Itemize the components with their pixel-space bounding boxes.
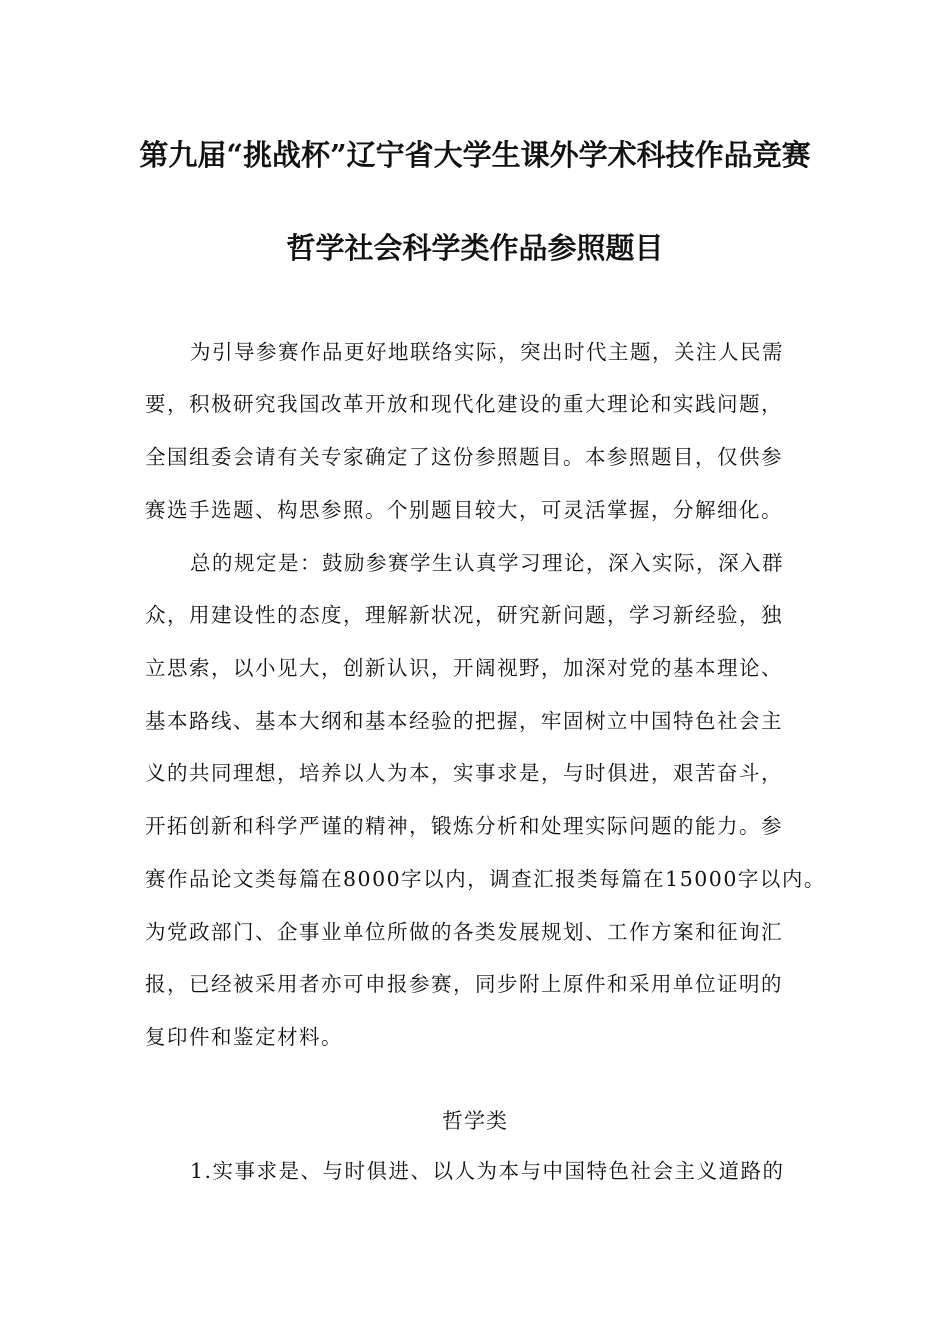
paragraph-1-line-4: 赛选手选题、构思参照。个别题目较大，可灵活掌握，分解细化。 [145, 498, 783, 522]
paragraph-2-line-1: 总的规定是：鼓励参赛学生认真学习理论，深入实际，深入群 [190, 551, 784, 575]
document-title-line-2: 哲学社会科学类作品参照题目 [286, 231, 664, 265]
paragraph-2-line-2: 众，用建设性的态度，理解新状况，研究新问题，学习新经验，独 [145, 603, 783, 627]
paragraph-1-line-3: 全国组委会请有关专家确定了这份参照题目。本参照题目，仅供参 [145, 445, 783, 469]
section-heading-philosophy: 哲学类 [442, 1109, 508, 1133]
topic-item-1: 1.实事求是、与时俱进、以人为本与中国特色社会主义道路的 [190, 1159, 785, 1183]
paragraph-2-line-9: 报，已经被采用者亦可申报参赛，同步附上原件和采用单位证明的 [145, 972, 783, 996]
paragraph-2-line-10: 复印件和鉴定材料。 [145, 1025, 343, 1049]
paragraph-2-line-4: 基本路线、基本大纲和基本经验的把握，牢固树立中国特色社会主 [145, 709, 783, 733]
paragraph-2-line-8: 为党政部门、企事业单位所做的各类发展规划、工作方案和征询汇 [145, 920, 783, 944]
paragraph-2-line-7: 赛作品论文类每篇在8000字以内，调查汇报类每篇在15000字以内。 [145, 867, 826, 891]
paragraph-2-line-3: 立思索，以小见大，创新认识，开阔视野，加深对党的基本理论、 [145, 656, 783, 680]
paragraph-1-line-2: 要，积极研究我国改革开放和现代化建设的重大理论和实践问题， [145, 392, 783, 416]
paragraph-2-line-6: 开拓创新和科学严谨的精神，锻炼分析和处理实际问题的能力。参 [145, 814, 783, 838]
paragraph-2-line-5: 义的共同理想，培养以人为本，实事求是，与时俱进，艰苦奋斗， [145, 761, 783, 785]
document-title-line-1: 第九届“挑战杯”辽宁省大学生课外学术科技作品竞赛 [139, 138, 811, 172]
paragraph-1-line-1: 为引导参赛作品更好地联络实际，突出时代主题，关注人民需 [190, 340, 784, 364]
